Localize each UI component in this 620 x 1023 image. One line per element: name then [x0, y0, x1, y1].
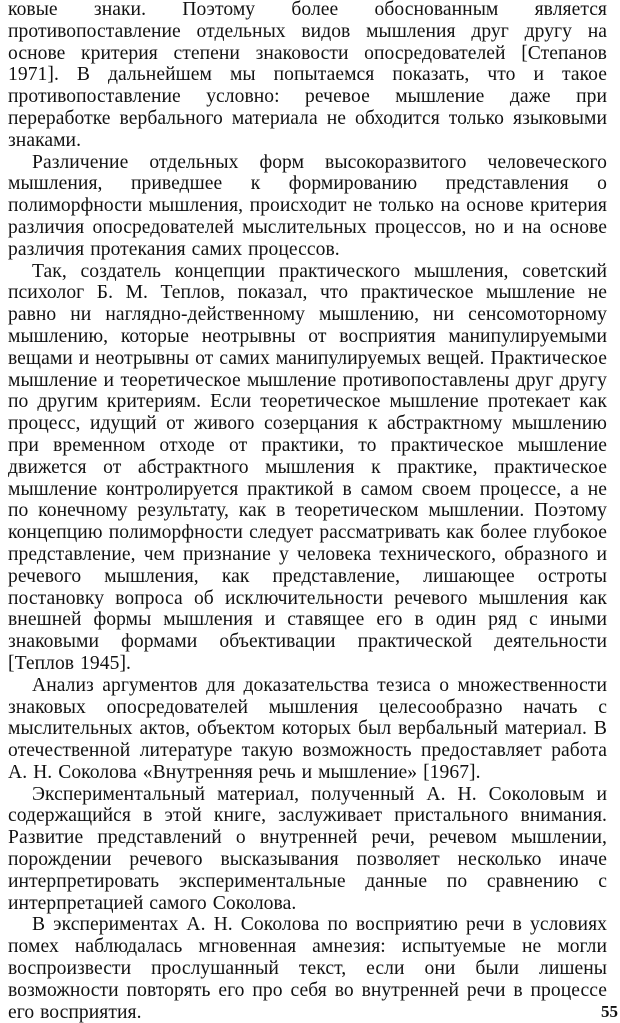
body-text [8, 0, 607, 1023]
paragraph-4: Анализ аргументов для доказательства тезиса о множественности знаковых опосредователей мышления целесообразно начать с мыслительных актов, объектом которых был вербальный материал. В отечественной литературе такую возможность предоставляет работа А. Н. Соколова «Внутренняя речь и мышление» [1967]. [8, 674, 607, 783]
paragraph-1: ковые знаки. Поэтому более обоснованным является противопоставление отдельных видов мышления друг другу на основе критерия степени знаковости опосредователей [Степанов 1971]. В дальнейшем мы попытаемся показать, что и такое противопоставление условно: речевое мышление даже при переработке вербального материала не обходится только языковыми знаками. [8, 0, 607, 151]
paragraph-6: В экспериментах А. Н. Соколова по восприятию речи в условиях помех наблюдалась мгновенная амнезия: испытуемые не могли воспроизвести прослушанный текст, если они были лишены возможности повторять его про себя во внутренней речи в процессе его восприятия. [8, 914, 607, 1023]
paragraph-2: Различение отдельных форм высокоразвитого человеческого мышления, приведшее к формированию представления о полиморфности мышления, происходит не только на основе критерия различия опосредователей мыслительных процессов, но и на основе различия протекания самих процессов. [8, 151, 607, 260]
page-number: 55 [601, 1002, 618, 1021]
paragraph-3: Так, создатель концепции практического мышления, советский психолог Б. М. Теплов, показал, что практическое мышление не равно ни наглядно-действенному мышлению, ни сенсомоторному мышлению, которые неотрывны от восприятия манипулируемыми вещами и неотрывны от самих манипулируемых вещей. Практическое мышление и теоретическое мышление противопоставлены друг другу по другим критериям. Если теоретическое мышление протекает как процесс, идущий от живого созерцания к абстрактному мышлению при временном отходе от практики, то практическое мышление движется от абстрактного мышления к практике, практическое мышление контролируется практикой в самом своем процессе, а не по конечному результату, как в теоретическом мышлении. Поэтому концепцию полиморфности следует рассматривать как более глубокое представление, чем признание у человека технического, образного и речевого мышления, как представление, лишающее остроты постановку вопроса об исключительности речевого мышления как внешней формы мышления и ставящее его в один ряд с иными знаковыми формами объективации практической деятельности [Теплов 1945]. [8, 260, 607, 674]
paragraph-5: Экспериментальный материал, полученный А. Н. Соколовым и содержащийся в этой книге, заслуживает пристального внимания. Развитие представлений о внутренней речи, речевом мышлении, порождении речевого высказывания позволяет несколько иначе интерпретировать экспериментальные данные по сравнению с интерпретацией самого Соколова. [8, 783, 607, 914]
